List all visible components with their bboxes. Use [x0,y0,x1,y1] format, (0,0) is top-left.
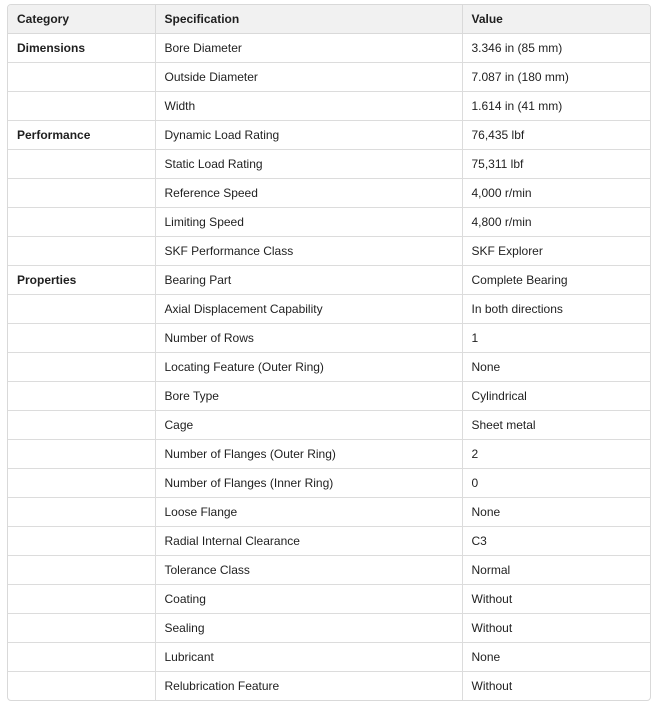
category-cell [8,323,155,352]
specification-cell: Bearing Part [155,265,462,294]
value-cell: Cylindrical [462,381,650,410]
specification-cell: Radial Internal Clearance [155,526,462,555]
category-cell [8,584,155,613]
category-cell [8,149,155,178]
specification-cell: Bore Diameter [155,33,462,62]
category-cell [8,178,155,207]
category-cell [8,671,155,700]
specification-cell: Relubrication Feature [155,671,462,700]
specification-cell: SKF Performance Class [155,236,462,265]
table-row [8,62,650,91]
table-body [8,33,650,700]
specification-cell: Lubricant [155,642,462,671]
table-row [8,265,650,294]
table-row [8,323,650,352]
category-cell: Dimensions [8,33,155,62]
category-cell [8,613,155,642]
category-cell [8,207,155,236]
table-row [8,584,650,613]
table-row [8,120,650,149]
specification-cell: Number of Flanges (Outer Ring) [155,439,462,468]
value-cell: 75,311 lbf [462,149,650,178]
specification-cell: Width [155,91,462,120]
spec-table-container [7,4,651,701]
table-row [8,613,650,642]
value-cell: 2 [462,439,650,468]
table-row [8,236,650,265]
specification-cell: Number of Flanges (Inner Ring) [155,468,462,497]
value-cell: 1 [462,323,650,352]
table-row [8,149,650,178]
value-cell: 76,435 lbf [462,120,650,149]
table-row [8,555,650,584]
specification-cell: Coating [155,584,462,613]
specification-cell: Tolerance Class [155,555,462,584]
specification-cell: Locating Feature (Outer Ring) [155,352,462,381]
header-category: Category [8,5,155,33]
value-cell: 4,000 r/min [462,178,650,207]
specification-cell: Outside Diameter [155,62,462,91]
value-cell: Without [471,678,513,693]
specification-cell: Limiting Speed [155,207,462,236]
table-row [8,671,650,700]
value-cell: In both directions [462,294,650,323]
specification-cell: Axial Displacement Capability [155,294,462,323]
table-row [8,294,650,323]
value-cell: SKF Explorer [462,236,650,265]
table-header-row [8,5,650,33]
table-row [8,526,650,555]
specification-cell: Reference Speed [155,178,462,207]
category-cell [8,381,155,410]
header-value: Value [462,5,650,33]
category-cell [8,410,155,439]
specification-cell: Static Load Rating [155,149,462,178]
category-cell [8,91,155,120]
table-row [8,91,650,120]
value-cell: Without [462,613,650,642]
category-cell [8,555,155,584]
specification-cell: Number of Rows [155,323,462,352]
table-row [8,410,650,439]
category-cell [8,236,155,265]
value-cell: Complete Bearing [462,265,650,294]
table-row [8,642,650,671]
table-row [8,381,650,410]
category-cell [8,439,155,468]
table-row [8,439,650,468]
spec-table [8,5,650,700]
category-cell [8,497,155,526]
category-cell [8,468,155,497]
specification-cell: Sealing [155,613,462,642]
table-row [8,33,650,62]
header-specification: Specification [155,5,462,33]
value-cell: None [462,642,650,671]
value-cell: 0 [462,468,650,497]
category-cell: Properties [8,265,155,294]
table-row [8,207,650,236]
value-cell: 4,800 r/min [462,207,650,236]
category-cell [8,62,155,91]
table-row [8,178,650,207]
value-cell: None [462,497,650,526]
value-cell: None [462,352,650,381]
value-cell: 3.346 in (85 mm) [462,33,650,62]
category-cell [8,642,155,671]
table-row [8,352,650,381]
value-cell: Without [462,584,650,613]
specification-cell: Loose Flange [155,497,462,526]
category-cell [8,352,155,381]
specification-cell: Bore Type [155,381,462,410]
category-cell: Performance [8,120,155,149]
specification-cell: Dynamic Load Rating [155,120,462,149]
value-cell: 7.087 in (180 mm) [462,62,650,91]
value-cell: 1.614 in (41 mm) [462,91,650,120]
specification-cell: Cage [155,410,462,439]
value-cell: Sheet metal [462,410,650,439]
table-row [8,468,650,497]
value-cell: Normal [462,555,650,584]
table-row [8,497,650,526]
value-cell: C3 [462,526,650,555]
category-cell [8,294,155,323]
category-cell [8,526,155,555]
